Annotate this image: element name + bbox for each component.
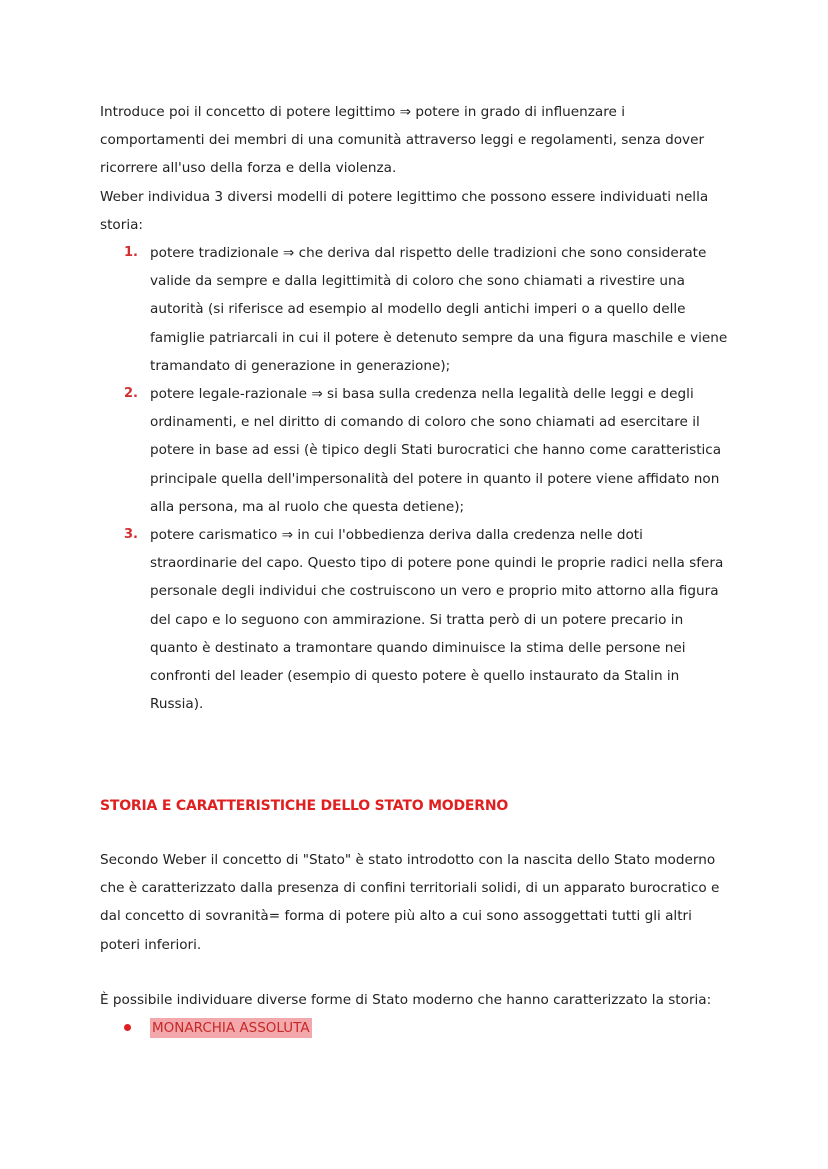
intro-paragraph: Introduce poi il concetto di potere legittimo ⇒ potere in grado di influenzare i comportamenti dei membri di una comunità attraverso leggi e regolamenti, senza dover ricorrere all'uso della forza e della violenza. bbox=[100, 104, 705, 177]
bullet-icon bbox=[124, 1024, 131, 1031]
list-item-text: potere tradizionale ⇒ che deriva dal rispetto delle tradizioni che sono considerate valide da sempre e dalla legittimità di coloro che sono chiamati a rivestire una autorità (si riferisce ad esempio al modello degli antichi imperi o a quello delle famiglie patriarcali in cui il potere è detenuto sempre da una figura maschile e viene tramandato di generazione in generazione); bbox=[150, 245, 728, 374]
list-item-text: potere carismatico ⇒ in cui l'obbedienza deriva dalla credenza nelle doti straordinarie del capo. Questo tipo di potere pone quindi le proprie radici nella sfera personale degli individui che costruiscono un vero e proprio mito attorno alla figura del capo e lo seguono con ammirazione. Si tratta però di un potere precario in quanto è destinato a tramontare quando diminuisce la stima delle persone nei confronti del leader (esempio di questo potere è quello instaurato da Stalin in Russia). bbox=[150, 527, 724, 713]
forms-intro: È possibile individuare diverse forme di Stato moderno che hanno caratterizzato la storia: bbox=[100, 992, 712, 1008]
forms-list bbox=[124, 1014, 312, 1042]
list-item-text: potere legale-razionale ⇒ si basa sulla credenza nella legalità delle leggi e degli ordinamenti, e nel diritto di comando di coloro che sono chiamati ad esercitare il potere in base ad essi (è tipico degli Stati burocratici che hanno come caratteristica principale quella dell'impersonalità del potere in quanto il potere viene affidato non alla persona, ma al ruolo che questa detiene); bbox=[150, 386, 722, 515]
list-number: 3. bbox=[124, 527, 138, 543]
intro-block bbox=[100, 98, 730, 239]
list-item bbox=[100, 380, 730, 521]
notes-page bbox=[100, 98, 730, 718]
section-body bbox=[100, 846, 730, 959]
list-item bbox=[124, 1014, 312, 1042]
list-number: 2. bbox=[124, 386, 138, 402]
models-list bbox=[100, 239, 730, 718]
list-item bbox=[100, 239, 730, 380]
highlighted-term: MONARCHIA ASSOLUTA bbox=[152, 1020, 310, 1036]
list-item bbox=[100, 521, 730, 718]
section-heading: STORIA E CARATTERISTICHE DELLO STATO MODERNO bbox=[100, 798, 509, 814]
list-number: 1. bbox=[124, 245, 138, 261]
section-paragraph: Secondo Weber il concetto di "Stato" è stato introdotto con la nascita dello Stato moderno che è caratterizzato dalla presenza di confini territoriali solidi, di un apparato burocratico e dal concetto di sovranità= forma di potere più alto a cui sono assoggettati tutti gli altri poteri inferiori. bbox=[100, 852, 720, 953]
intro-models-lead: Weber individua 3 diversi modelli di potere legittimo che possono essere individuati nella storia: bbox=[100, 188, 709, 233]
